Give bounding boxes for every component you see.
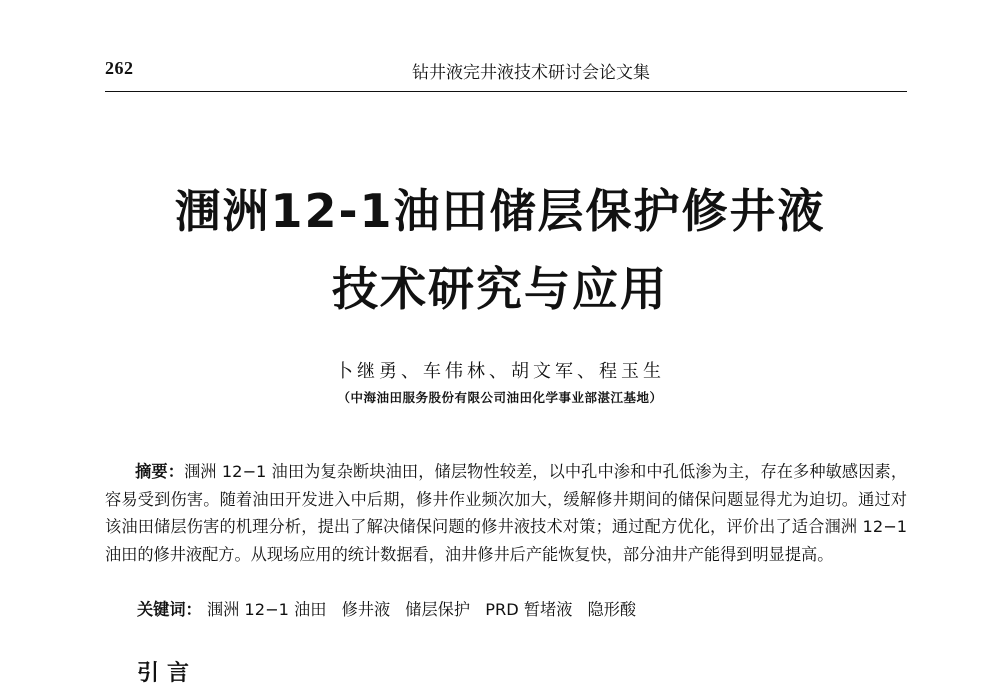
keyword: 隐形酸 — [587, 600, 637, 619]
keyword: 涠洲 12−1 油田 — [206, 600, 327, 619]
keyword: 修井液 — [341, 600, 391, 619]
abstract-label: 摘要： — [135, 462, 184, 481]
keywords — [137, 596, 907, 624]
paper-title-line-1: 涠洲12-1油田储层保护修井液 — [174, 184, 826, 238]
keywords-label: 关键词： — [137, 600, 202, 619]
author-list: 卜继勇、车伟林、胡文军、程玉生 — [335, 361, 665, 382]
keyword: 储层保护 — [405, 600, 471, 619]
header-rule — [105, 91, 907, 92]
running-title: 钻井液完井液技术研讨会论文集 — [412, 63, 650, 83]
abstract — [105, 458, 907, 568]
affiliation: （中海油田服务股份有限公司油田化学事业部湛江基地） — [337, 390, 663, 405]
keyword: PRD 暂堵液 — [485, 600, 573, 619]
page-number: 262 — [105, 58, 134, 78]
abstract-text: 涠洲 12−1 油田为复杂断块油田，储层物性较差，以中孔中渗和中孔低渗为主，存在多种敏感因素，容易受到伤害。随着油田开发进入中后期，修井作业频次加大，缓解修井期间的储保问题显得尤为迫切。通过对该油田储层伤害的机理分析，提出了解决储保问题的修井液技术对策；通过配方优化，评价出了适合涠洲 12−1 油田的修井液配方。从现场应用的统计数据看，油井修井后产能恢复快，部分油井产能得到明显提高。 — [105, 462, 908, 564]
paper-title-line-2: 技术研究与应用 — [332, 262, 668, 316]
section-heading: 引言 — [137, 661, 198, 686]
page-header — [105, 56, 907, 86]
